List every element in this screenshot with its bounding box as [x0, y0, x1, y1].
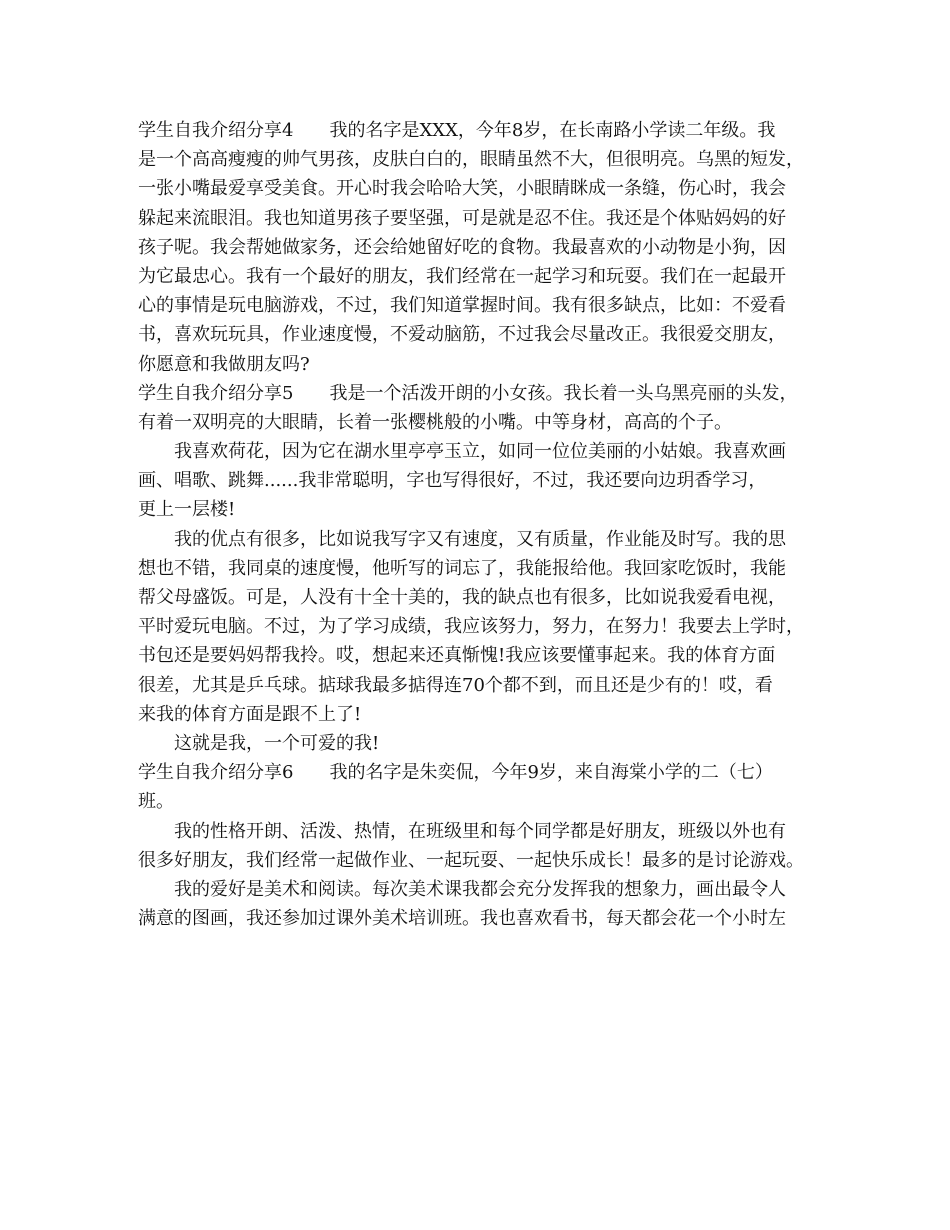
text-line: 很多好朋友，我们经常一起做作业、一起玩耍、一起快乐成长！最多的是讨论游戏。 — [138, 849, 804, 871]
text-line: 更上一层楼! — [138, 499, 236, 521]
text-line: 画、唱歌、跳舞......我非常聪明，字也写得很好，不过，我还要向边玥香学习， — [138, 470, 767, 492]
text-line: 满意的图画，我还参加过课外美术培训班。我也喜欢看书，每天都会花一个小时左 — [138, 908, 786, 930]
text-line: 帮父母盛饭。可是，人没有十全十美的，我的缺点也有很多，比如说我爱看电视， — [138, 587, 786, 608]
text-line: 躲起来流眼泪。我也知道男孩子要坚强，可是就是忍不住。我还是个体贴妈妈的好 — [138, 207, 786, 229]
text-line: 书，喜欢玩玩具，作业速度慢，不爱动脑筋，不过我会尽量改正。我很爱交朋友， — [138, 324, 786, 346]
text-line: 想也不错，我同桌的速度慢，他听写的词忘了，我能报给他。我回家吃饭时，我能 — [138, 557, 786, 579]
text-line: 学生自我介绍分享5 我是一个活泼开朗的小女孩。我长着一头乌黑亮丽的头发， — [138, 382, 798, 404]
text-line: 一张小嘴最爱享受美食。开心时我会哈哈大笑，小眼睛眯成一条缝，伤心时，我会 — [138, 178, 786, 200]
text-line: 学生自我介绍分享4 我的名字是XXX，今年8岁，在长南路小学读二年级。我 — [138, 120, 776, 141]
text-line: 你愿意和我做朋友吗? — [138, 353, 310, 375]
text-line: 是一个高高瘦瘦的帅气男孩，皮肤白白的，眼睛虽然不大，但很明亮。乌黑的短发， — [138, 149, 804, 171]
text-line: 我喜欢荷花，因为它在湖水里亭亭玉立，如同一位位美丽的小姑娘。我喜欢画 — [174, 441, 786, 463]
text-line: 平时爱玩电脑。不过，为了学习成绩，我应该努力，努力，在努力！我要去上学时， — [138, 616, 804, 638]
text-line: 为它最忠心。我有一个最好的朋友，我们经常在一起学习和玩耍。我们在一起最开 — [138, 265, 786, 287]
text-line: 这就是我，一个可爱的我! — [174, 732, 380, 754]
text-line: 我的优点有很多，比如说我写字又有速度，又有质量，作业能及时写。我的思 — [174, 528, 786, 550]
text-line: 我的性格开朗、活泼、热情，在班级里和每个同学都是好朋友，班级以外也有 — [174, 820, 786, 842]
text-line: 孩子呢。我会帮她做家务，还会给她留好吃的食物。我最喜欢的小动物是小狗，因 — [138, 236, 786, 258]
text-line: 班。 — [138, 791, 174, 813]
document-body — [138, 116, 828, 933]
text-line: 心的事情是玩电脑游戏，不过，我们知道掌握时间。我有很多缺点，比如：不爱看 — [138, 295, 786, 317]
text-line: 来我的体育方面是跟不上了! — [138, 703, 362, 725]
text-line: 我的爱好是美术和阅读。每次美术课我都会充分发挥我的想象力，画出最令人 — [174, 878, 786, 900]
text-line: 很差，尤其是乒乓球。掂球我最多掂得连70个都不到，而且还是少有的！哎，看 — [138, 674, 773, 696]
text-line: 有着一双明亮的大眼睛，长着一张樱桃般的小嘴。中等身材，高高的个子。 — [138, 411, 732, 433]
text-line: 学生自我介绍分享6 我的名字是朱奕侃，今年9岁，来自海棠小学的二（七） — [138, 762, 773, 784]
text-line: 书包还是要妈妈帮我拎。哎，想起来还真惭愧!我应该要懂事起来。我的体育方面 — [138, 645, 776, 667]
